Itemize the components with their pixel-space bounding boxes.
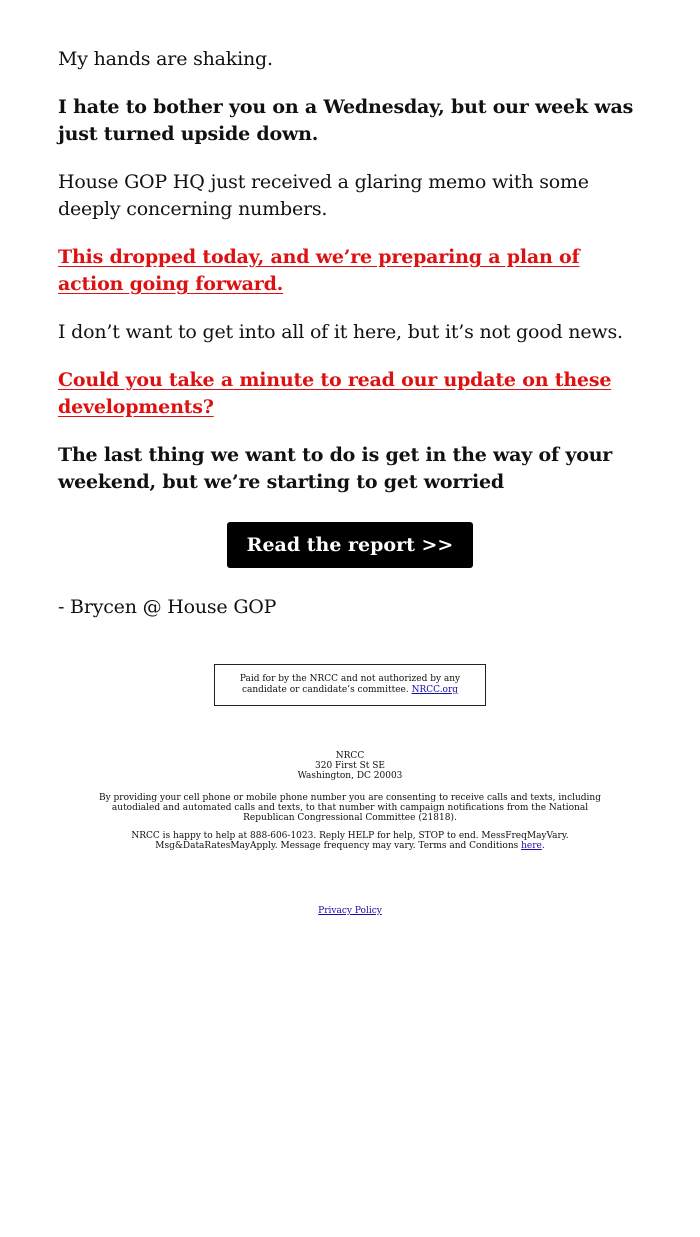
privacy-container bbox=[0, 906, 700, 916]
not-good-news-paragraph: I don’t want to get into all of it here, but it’s not good news. bbox=[58, 321, 623, 343]
intro-line: My hands are shaking. bbox=[58, 48, 273, 70]
link-paragraph-1 bbox=[58, 244, 642, 298]
memo-paragraph: House GOP HQ just received a glaring memo with some deeply concerning numbers. bbox=[58, 171, 589, 220]
footer-address bbox=[95, 751, 605, 781]
help-text-paragraph bbox=[95, 831, 605, 851]
link-paragraph-2 bbox=[58, 367, 642, 421]
disclaimer-container bbox=[0, 664, 700, 706]
sms-consent-text: By providing your cell phone or mobile phone number you are consenting to receive calls and texts, including autodialed and automated calls and texts, to that number with campaign notifications from the National Republican Congressional Committee (21818). bbox=[98, 793, 601, 823]
footer bbox=[0, 751, 700, 851]
nrcc-org-link[interactable]: NRCC.org bbox=[411, 685, 459, 695]
read-report-button[interactable]: Read the report >> bbox=[227, 522, 474, 568]
signature: - Brycen @ House GOP bbox=[58, 596, 277, 618]
footer-city: Washington, DC 20003 bbox=[297, 771, 403, 781]
help-text: NRCC is happy to help at 888-606-1023. Reply HELP for help, STOP to end. MessFreqMayVary. Msg&DataRatesMayApply. Message frequency may vary. Terms and Conditions bbox=[131, 831, 569, 851]
read-update-link[interactable]: Could you take a minute to read our update on these developments? bbox=[58, 369, 612, 418]
privacy-policy-link[interactable]: Privacy Policy bbox=[318, 906, 382, 916]
cta-container bbox=[58, 522, 642, 568]
plan-of-action-link[interactable]: This dropped today, and we’re preparing a plan of action going forward. bbox=[58, 246, 580, 295]
bold-paragraph-weekend: The last thing we want to do is get in the way of your weekend, but we’re starting to get worried bbox=[58, 444, 613, 493]
terms-here-link[interactable]: here bbox=[521, 841, 542, 851]
paid-for-disclaimer-box bbox=[214, 664, 486, 706]
bold-paragraph-wednesday: I hate to bother you on a Wednesday, but our week was just turned upside down. bbox=[58, 96, 634, 145]
footer-org: NRCC bbox=[335, 751, 365, 761]
disclaimer-text: Paid for by the NRCC and not authorized by any candidate or candidate’s committee. bbox=[239, 674, 461, 695]
period: . bbox=[541, 841, 545, 851]
footer-street: 320 First St SE bbox=[315, 761, 385, 771]
